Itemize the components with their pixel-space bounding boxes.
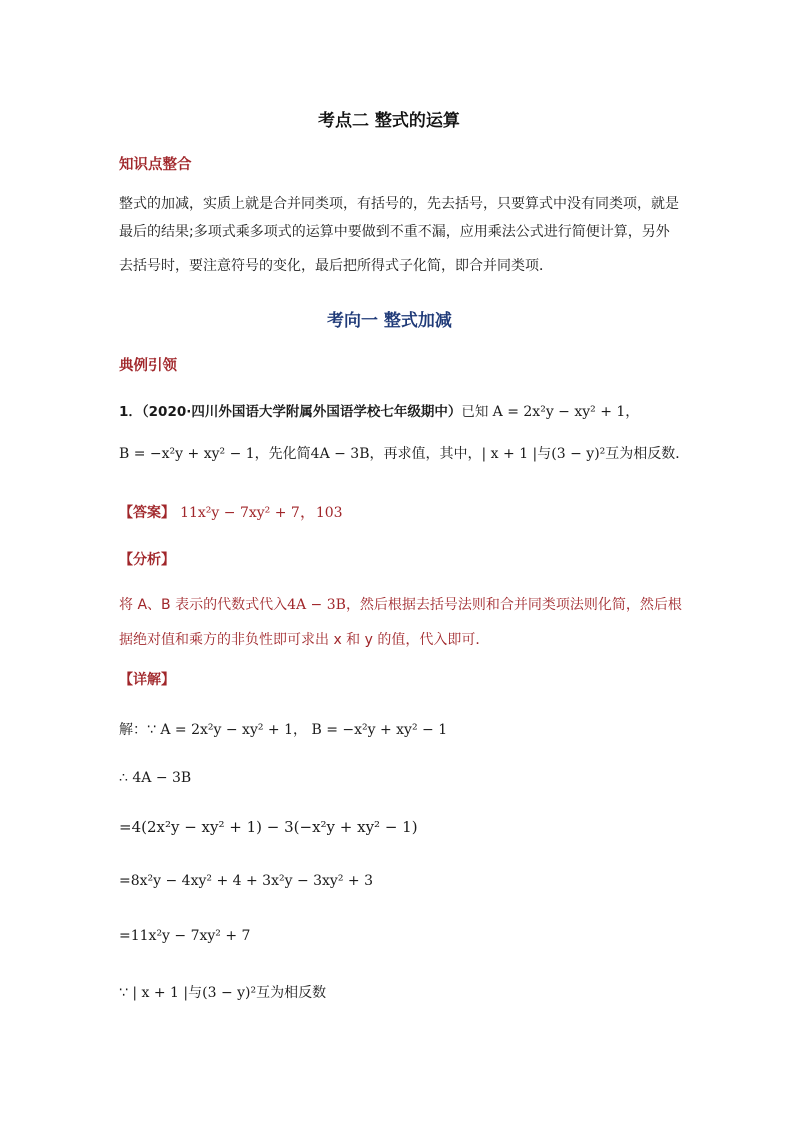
analysis-expr: 4A − 3B <box>287 597 346 613</box>
expr-square: (3 − y)² <box>551 446 606 462</box>
problem-line-1 <box>119 400 639 421</box>
answer-label: 【答案】 <box>119 505 175 521</box>
expr-abs: | x + 1 | <box>481 446 538 462</box>
problem-text-value: ，再求值，其中， <box>369 446 482 462</box>
step-1: ∴ 4A − 3B <box>119 770 192 786</box>
problem-opposite: 互为相反数． <box>605 446 690 462</box>
step-3: =8x²y − 4xy² + 4 + 3x²y − 3xy² + 3 <box>119 873 373 889</box>
knowledge-heading: 知识点整合 <box>119 157 192 173</box>
solution-line <box>119 719 447 739</box>
problem-number: 1． <box>119 404 142 420</box>
solution-A: A = 2x²y − xy² + 1， <box>160 722 308 738</box>
step-5 <box>119 982 326 1002</box>
problem-text-simplify: ，先化简 <box>254 446 311 462</box>
answer-value: 103 <box>315 505 343 521</box>
detail-label: 【详解】 <box>119 672 175 688</box>
step-5-square: (3 − y)² <box>202 985 257 1001</box>
knowledge-line-3: 去括号时，要注意符号的变化，最后把所得式子化简，即合并同类项． <box>119 258 553 274</box>
answer-line <box>119 499 343 522</box>
step-4: =11x²y − 7xy² + 7 <box>119 928 251 944</box>
step-5-suffix: 互为相反数 <box>256 985 327 1001</box>
expr-A: A = 2x²y − xy² + 1， <box>492 404 640 420</box>
step-5-with: 与 <box>188 985 203 1001</box>
step-2: =4(2x²y − xy² + 1) − 3(−x²y + xy² − 1) <box>119 818 418 836</box>
problem-source: （2020·四川外国语大学附属外国语学校七年级期中） <box>141 404 462 420</box>
knowledge-line-1: 整式的加减，实质上就是合并同类项，有括号的，先去括号，只要算式中没有同类项，就是 <box>119 196 679 212</box>
problem-line-2 <box>119 443 689 463</box>
solution-B: B = −x²y + xy² − 1 <box>311 722 448 738</box>
analysis-label: 【分析】 <box>119 552 175 568</box>
analysis-line-2: 据绝对值和乘方的非负性即可求出 x 和 y 的值，代入即可． <box>119 632 490 648</box>
section-subtitle: 考向一 整式加减 <box>327 311 452 331</box>
example-heading: 典例引领 <box>119 358 177 374</box>
analysis-text-b: ，然后根据去括号法则和合并同类项法则化简，然后根 <box>345 597 682 613</box>
expr-simplify: 4A − 3B <box>310 446 370 462</box>
page-title: 考点二 整式的运算 <box>318 111 460 131</box>
problem-known: 已知 <box>461 404 489 420</box>
answer-expr: 11x²y − 7xy² + 7 <box>180 505 300 521</box>
analysis-line-1 <box>119 594 682 614</box>
problem-with: 与 <box>537 446 552 462</box>
step-5-prefix: ∵ <box>119 985 133 1001</box>
expr-B: B = −x²y + xy² − 1 <box>119 446 255 462</box>
answer-sep: ， <box>299 502 316 521</box>
solution-prefix: 解：∵ <box>119 722 161 738</box>
analysis-text-a: 将 A、B 表示的代数式代入 <box>119 597 288 613</box>
step-5-abs: | x + 1 | <box>132 985 189 1001</box>
knowledge-line-2: 最后的结果;多项式乘多项式的运算中要做到不重不漏，应用乘法公式进行简便计算，另外 <box>119 224 670 240</box>
